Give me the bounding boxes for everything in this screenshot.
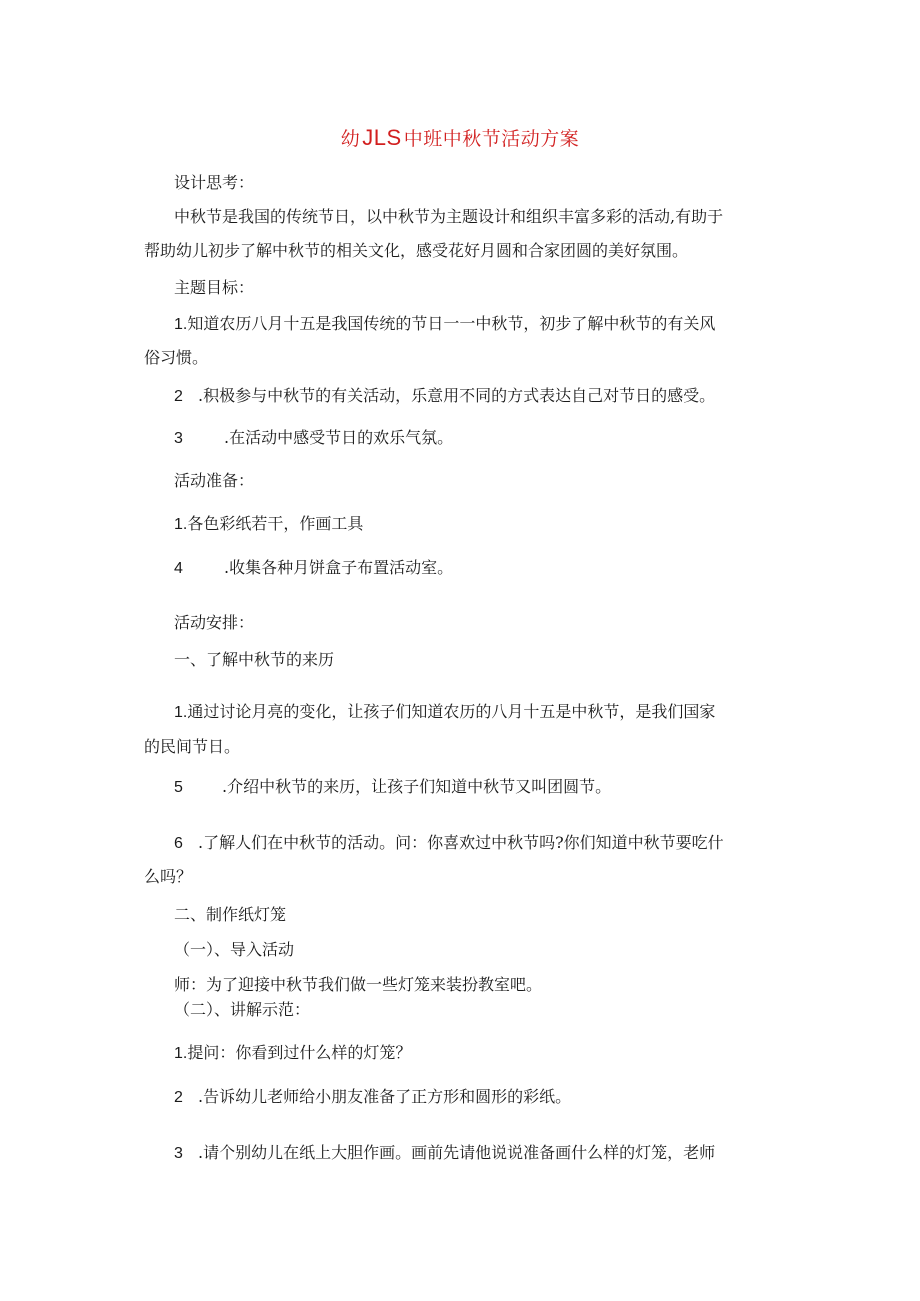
list-number: 6	[174, 835, 183, 852]
list-number: 2	[174, 388, 183, 405]
list-number: 2	[174, 1089, 183, 1106]
list-text: 通过讨论月亮的变化，让孩子们知道农历的八月十五是中秋节，是我们国家	[187, 702, 716, 721]
list-item	[174, 386, 715, 407]
title-prefix: 幼	[340, 128, 361, 150]
paragraph-line: 帮助幼儿初步了解中秋节的相关文化，感受花好月圆和合家团圆的美好氛围。	[144, 241, 689, 260]
list-text: .在活动中感受节日的欢乐气氛。	[224, 428, 454, 447]
list-number: 3	[174, 1145, 183, 1162]
list-number: 1.	[174, 516, 188, 533]
theme-goals-heading: 主题目标：	[174, 278, 255, 297]
list-item	[174, 1043, 411, 1064]
list-text: 提问：你看到过什么样的灯笼？	[187, 1043, 412, 1062]
list-item	[174, 428, 453, 449]
document-title	[0, 124, 920, 151]
list-number: 5	[174, 779, 183, 796]
list-number: 1.	[174, 316, 188, 333]
list-text: 知道农历八月十五是我国传统的节日一一中秋节，初步了解中秋节的有关风	[187, 314, 716, 333]
list-number: 4	[174, 560, 183, 577]
list-number: 1.	[174, 1045, 188, 1062]
paragraph-line: 的民间节日。	[144, 737, 241, 756]
activity-plan-heading: 活动安排：	[174, 613, 255, 632]
list-item	[174, 314, 715, 335]
design-thinking-heading: 设计思考：	[174, 173, 255, 192]
title-suffix: 中班中秋节活动方案	[403, 128, 580, 150]
list-text: .收集各种月饼盒子布置活动室。	[224, 558, 454, 577]
list-item	[174, 1087, 571, 1108]
list-text: 各色彩纸若干，作画工具	[187, 514, 364, 533]
list-text: .请个别幼儿在纸上大胆作画。画前先请他说说准备画什么样的灯笼，老师	[198, 1143, 716, 1162]
list-item	[174, 514, 363, 535]
list-number: 3	[174, 430, 183, 447]
list-item	[174, 833, 724, 854]
paragraph-line: 中秋节是我国的传统节日，以中秋节为主题设计和组织丰富多彩的活动,有助于	[174, 207, 724, 226]
title-latin: JLS	[362, 125, 402, 150]
list-item	[174, 777, 611, 798]
list-text: .告诉幼儿老师给小朋友准备了正方形和圆形的彩纸。	[198, 1087, 572, 1106]
list-item	[174, 702, 715, 723]
subsection-heading: （一）、导入活动	[174, 940, 295, 959]
list-item	[174, 1143, 715, 1164]
subsection-heading: （二）、讲解示范：	[174, 1000, 311, 1019]
paragraph-line: 么吗？	[144, 867, 193, 886]
list-text: .积极参与中秋节的有关活动，乐意用不同的方式表达自己对节日的感受。	[198, 386, 716, 405]
list-text: .了解人们在中秋节的活动。问：你喜欢过中秋节吗?你们知道中秋节要吃什	[198, 833, 724, 852]
activity-prep-heading: 活动准备：	[174, 471, 255, 490]
list-item	[174, 558, 453, 579]
paragraph-line: 师：为了迎接中秋节我们做一些灯笼来装扮教室吧。	[174, 975, 543, 994]
section-heading: 二、制作纸灯笼	[174, 905, 287, 924]
section-heading: 一、了解中秋节的来历	[174, 650, 335, 669]
list-number: 1.	[174, 704, 188, 721]
list-text: .介绍中秋节的来历，让孩子们知道中秋节又叫团圆节。	[222, 777, 612, 796]
paragraph-line: 俗习惯。	[144, 348, 209, 367]
